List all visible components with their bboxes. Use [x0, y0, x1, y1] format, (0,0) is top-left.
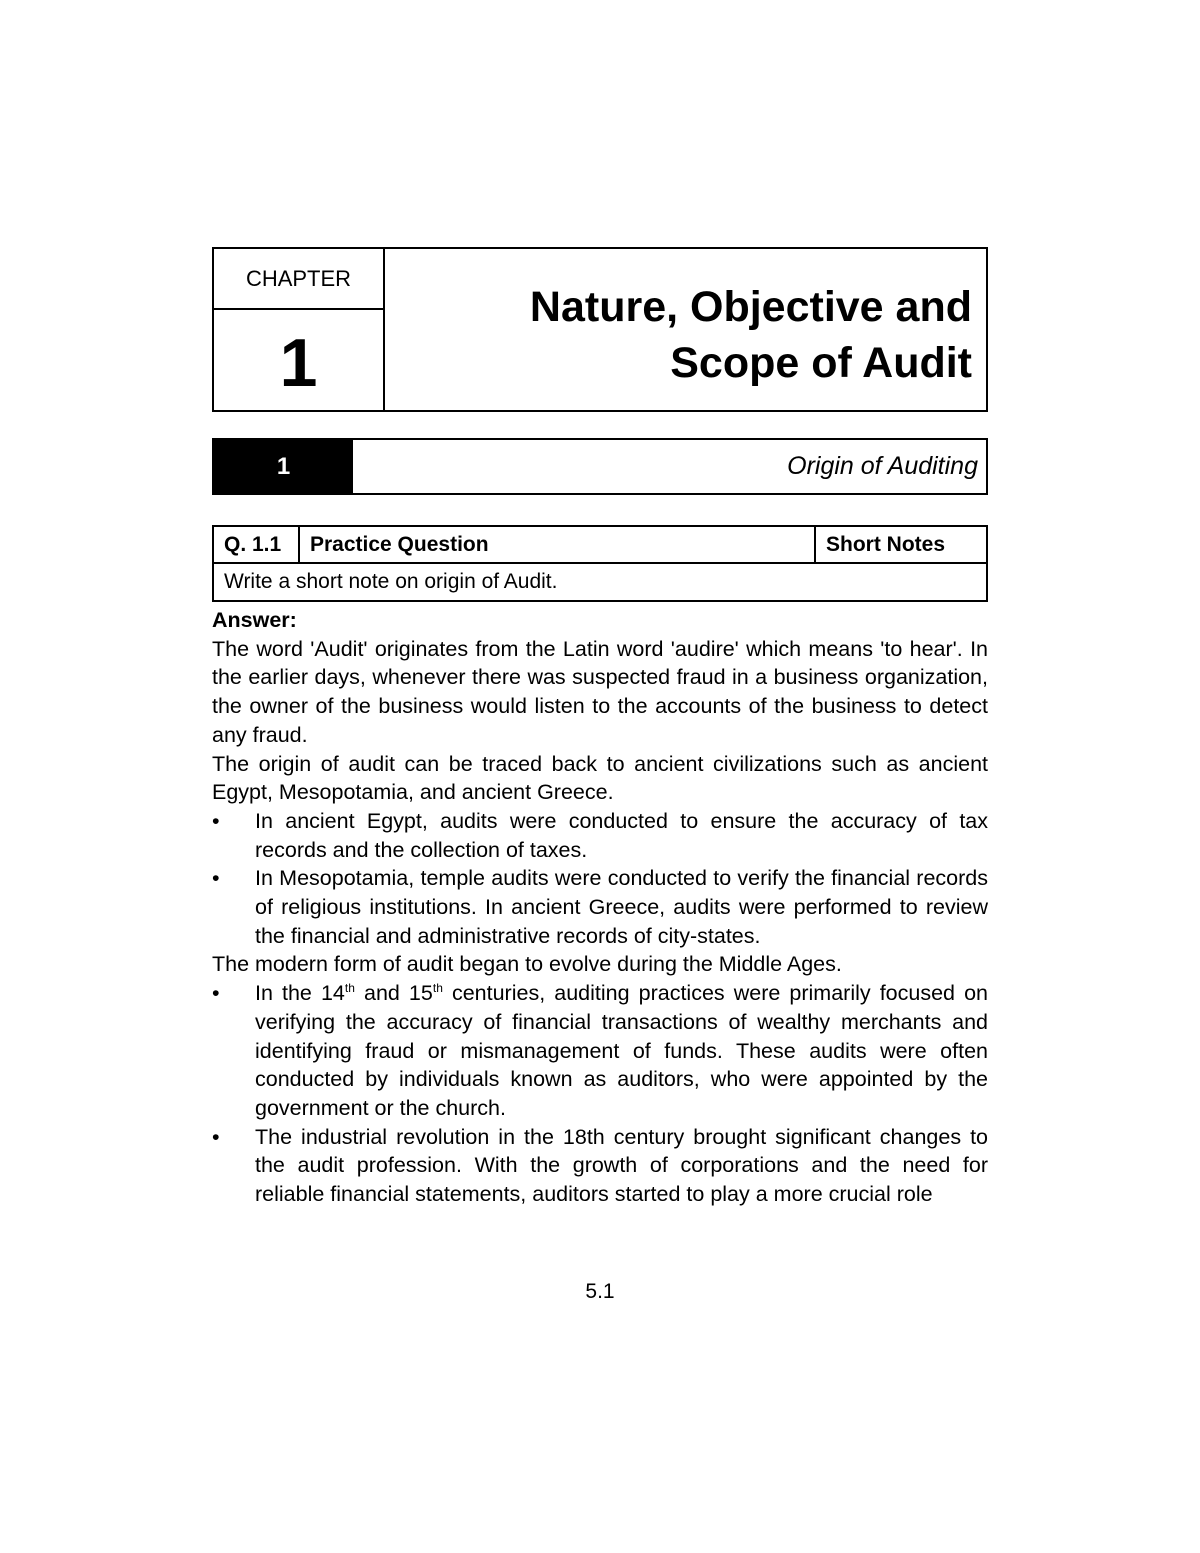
list-item: [212, 979, 988, 1123]
bullet-text: In Mesopotamia, temple audits were conducted to verify the financial records of religious institutions. In ancient Greece, audits were performed to review the financial and administrative records of city-states.: [255, 866, 988, 948]
chapter-title: [385, 249, 986, 410]
section-number: 1: [214, 440, 353, 493]
question-number: Q. 1.1: [213, 526, 299, 563]
chapter-label-box: [214, 249, 385, 410]
question-text-row: [213, 563, 987, 601]
bullet-text-part: and 15: [354, 981, 433, 1006]
bullet-list-1: [212, 807, 988, 951]
bullet-icon: •: [212, 808, 220, 833]
chapter-number: 1: [279, 325, 318, 401]
superscript: th: [344, 980, 355, 995]
section-header: [212, 438, 988, 495]
bullet-text: [255, 981, 988, 1120]
question-table: [212, 525, 988, 602]
bullet-list-2: [212, 979, 988, 1209]
question-header-row: [213, 526, 987, 563]
bullet-icon: •: [212, 866, 220, 891]
bullet-text: In ancient Egypt, audits were conducted to ensure the accuracy of tax records and the collection of taxes.: [255, 808, 988, 862]
answer-paragraph-1: The word 'Audit' originates from the Latin word 'audire' which means 'to hear'. In the earlier days, whenever there was suspected fraud in a business organization, the owner of the business would listen to the accounts of the business to detect any fraud.: [212, 636, 988, 747]
bullet-text-part: centuries, auditing practices were primarily focused on verifying the accuracy of financial transactions of wealthy merchants and identifying fraud or mismanagement of funds. These audits were often conducted by individuals known as auditors, who were appointed by the government or the church.: [255, 981, 989, 1120]
answer-section: [212, 606, 988, 1209]
answer-heading: Answer:: [212, 608, 297, 632]
bullet-icon: •: [212, 1124, 220, 1149]
bullet-icon: •: [212, 981, 220, 1006]
superscript: th: [432, 980, 443, 995]
page-number: 5.1: [585, 1280, 615, 1303]
list-item: [212, 1123, 988, 1209]
answer-paragraph-2: The origin of audit can be traced back to ancient civilizations such as ancient Egypt, Mesopotamia, and ancient Greece.: [212, 751, 988, 805]
chapter-header: [212, 247, 988, 412]
list-item: [212, 807, 988, 864]
question-label: Practice Question: [299, 526, 815, 563]
answer-paragraph-3: The modern form of audit began to evolve during the Middle Ages.: [212, 952, 842, 977]
chapter-label: CHAPTER: [214, 249, 383, 310]
chapter-title-line1: Nature, Objective and: [529, 283, 972, 331]
list-item: [212, 864, 988, 950]
question-text: Write a short note on origin of Audit.: [213, 563, 987, 601]
section-title: Origin of Auditing: [787, 452, 978, 480]
chapter-title-line2: Scope of Audit: [670, 339, 972, 387]
question-type: Short Notes: [815, 526, 987, 563]
bullet-text-part: In the 14: [255, 981, 345, 1006]
bullet-text: The industrial revolution in the 18th century brought significant changes to the audit profession. With the growth of corporations and the need for reliable financial statements, auditors started to play a more crucial role: [255, 1124, 988, 1207]
